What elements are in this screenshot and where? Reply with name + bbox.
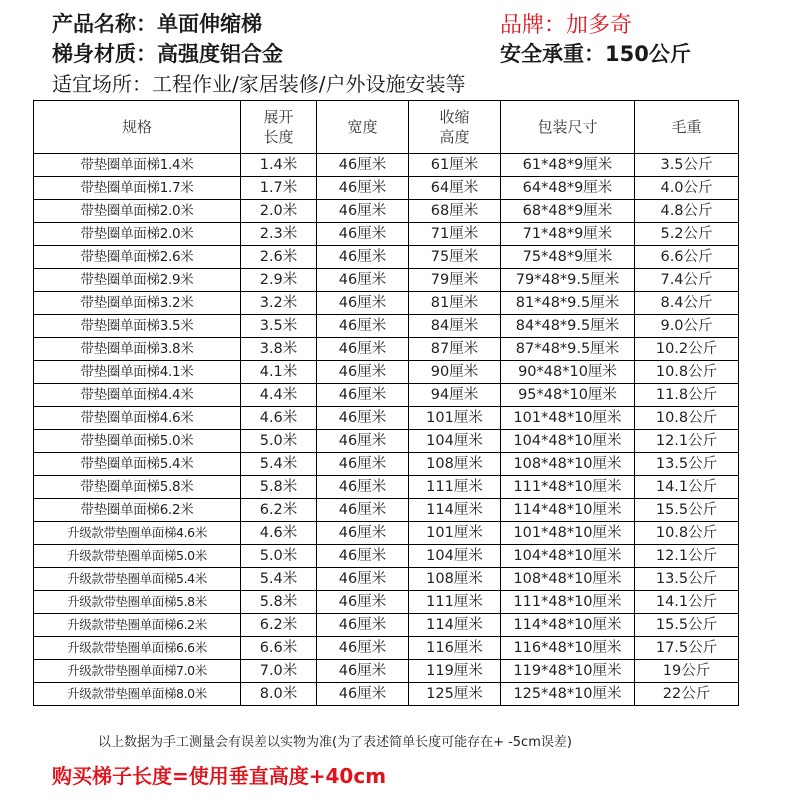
cell-retracted-height: 104厘米 bbox=[409, 545, 501, 568]
table-row bbox=[34, 614, 739, 637]
cell-width: 46厘米 bbox=[317, 476, 409, 499]
table-row bbox=[34, 591, 739, 614]
cell-gross-weight: 8.4公斤 bbox=[635, 292, 739, 315]
cell-expanded-length: 3.5米 bbox=[241, 315, 317, 338]
cell-retracted-height: 125厘米 bbox=[409, 683, 501, 706]
product-name-label: 产品名称：单面伸缩梯 bbox=[52, 12, 262, 36]
cell-gross-weight: 22公斤 bbox=[635, 683, 739, 706]
cell-expanded-length: 1.7米 bbox=[241, 177, 317, 200]
cell-expanded-length: 2.9米 bbox=[241, 269, 317, 292]
cell-expanded-length: 4.1米 bbox=[241, 361, 317, 384]
cell-expanded-length: 1.4米 bbox=[241, 154, 317, 177]
table-row bbox=[34, 522, 739, 545]
cell-gross-weight: 10.8公斤 bbox=[635, 522, 739, 545]
cell-expanded-length: 3.2米 bbox=[241, 292, 317, 315]
cell-package-size: 114*48*10厘米 bbox=[501, 614, 635, 637]
cell-retracted-height: 108厘米 bbox=[409, 453, 501, 476]
cell-package-size: 95*48*10厘米 bbox=[501, 384, 635, 407]
column-header-spec: 规格 bbox=[34, 101, 241, 154]
cell-retracted-height: 101厘米 bbox=[409, 522, 501, 545]
table-row bbox=[34, 200, 739, 223]
cell-width: 46厘米 bbox=[317, 522, 409, 545]
cell-spec: 升级款带垫圈单面梯7.0米 bbox=[34, 660, 241, 683]
cell-retracted-height: 71厘米 bbox=[409, 223, 501, 246]
cell-spec: 带垫圈单面梯2.6米 bbox=[34, 246, 241, 269]
cell-spec: 带垫圈单面梯5.4米 bbox=[34, 453, 241, 476]
cell-package-size: 84*48*9.5厘米 bbox=[501, 315, 635, 338]
table-row bbox=[34, 683, 739, 706]
cell-package-size: 108*48*10厘米 bbox=[501, 453, 635, 476]
cell-retracted-height: 114厘米 bbox=[409, 499, 501, 522]
cell-expanded-length: 5.4米 bbox=[241, 453, 317, 476]
cell-package-size: 81*48*9.5厘米 bbox=[501, 292, 635, 315]
cell-width: 46厘米 bbox=[317, 154, 409, 177]
material-label: 梯身材质：高强度铝合金 bbox=[52, 42, 283, 66]
cell-retracted-height: 94厘米 bbox=[409, 384, 501, 407]
table-header-row bbox=[34, 101, 739, 154]
cell-expanded-length: 4.4米 bbox=[241, 384, 317, 407]
cell-expanded-length: 3.8米 bbox=[241, 338, 317, 361]
cell-gross-weight: 11.8公斤 bbox=[635, 384, 739, 407]
cell-package-size: 75*48*9厘米 bbox=[501, 246, 635, 269]
cell-expanded-length: 6.6米 bbox=[241, 637, 317, 660]
cell-width: 46厘米 bbox=[317, 453, 409, 476]
cell-spec: 升级款带垫圈单面梯5.8米 bbox=[34, 591, 241, 614]
cell-retracted-height: 87厘米 bbox=[409, 338, 501, 361]
cell-expanded-length: 2.3米 bbox=[241, 223, 317, 246]
cell-width: 46厘米 bbox=[317, 407, 409, 430]
cell-width: 46厘米 bbox=[317, 200, 409, 223]
cell-gross-weight: 12.1公斤 bbox=[635, 430, 739, 453]
cell-package-size: 119*48*10厘米 bbox=[501, 660, 635, 683]
table-row bbox=[34, 660, 739, 683]
cell-package-size: 116*48*10厘米 bbox=[501, 637, 635, 660]
cell-width: 46厘米 bbox=[317, 637, 409, 660]
cell-width: 46厘米 bbox=[317, 177, 409, 200]
cell-gross-weight: 14.1公斤 bbox=[635, 476, 739, 499]
cell-retracted-height: 81厘米 bbox=[409, 292, 501, 315]
table-row bbox=[34, 269, 739, 292]
cell-retracted-height: 90厘米 bbox=[409, 361, 501, 384]
cell-expanded-length: 5.8米 bbox=[241, 591, 317, 614]
cell-gross-weight: 7.4公斤 bbox=[635, 269, 739, 292]
cell-gross-weight: 13.5公斤 bbox=[635, 453, 739, 476]
table-row bbox=[34, 223, 739, 246]
buy-length-tip: 购买梯子长度=使用垂直高度+40cm bbox=[52, 764, 387, 788]
table-row bbox=[34, 177, 739, 200]
cell-gross-weight: 19公斤 bbox=[635, 660, 739, 683]
cell-expanded-length: 6.2米 bbox=[241, 499, 317, 522]
cell-package-size: 68*48*9厘米 bbox=[501, 200, 635, 223]
cell-retracted-height: 116厘米 bbox=[409, 637, 501, 660]
cell-retracted-height: 111厘米 bbox=[409, 591, 501, 614]
cell-package-size: 104*48*10厘米 bbox=[501, 545, 635, 568]
cell-package-size: 101*48*10厘米 bbox=[501, 407, 635, 430]
cell-spec: 带垫圈单面梯1.4米 bbox=[34, 154, 241, 177]
cell-spec: 带垫圈单面梯3.5米 bbox=[34, 315, 241, 338]
cell-width: 46厘米 bbox=[317, 315, 409, 338]
cell-retracted-height: 104厘米 bbox=[409, 430, 501, 453]
cell-spec: 带垫圈单面梯3.2米 bbox=[34, 292, 241, 315]
cell-retracted-height: 108厘米 bbox=[409, 568, 501, 591]
cell-retracted-height: 111厘米 bbox=[409, 476, 501, 499]
table-row bbox=[34, 545, 739, 568]
cell-expanded-length: 8.0米 bbox=[241, 683, 317, 706]
column-header-width: 宽度 bbox=[317, 101, 409, 154]
cell-width: 46厘米 bbox=[317, 223, 409, 246]
table-row bbox=[34, 246, 739, 269]
cell-package-size: 90*48*10厘米 bbox=[501, 361, 635, 384]
column-header-retracted-height: 收缩 高度 bbox=[409, 101, 501, 154]
cell-expanded-length: 2.6米 bbox=[241, 246, 317, 269]
cell-gross-weight: 17.5公斤 bbox=[635, 637, 739, 660]
cell-retracted-height: 64厘米 bbox=[409, 177, 501, 200]
cell-expanded-length: 5.8米 bbox=[241, 476, 317, 499]
cell-gross-weight: 10.8公斤 bbox=[635, 361, 739, 384]
cell-spec: 带垫圈单面梯4.6米 bbox=[34, 407, 241, 430]
cell-package-size: 108*48*10厘米 bbox=[501, 568, 635, 591]
cell-width: 46厘米 bbox=[317, 338, 409, 361]
table-row bbox=[34, 384, 739, 407]
cell-width: 46厘米 bbox=[317, 361, 409, 384]
spec-table bbox=[33, 100, 739, 706]
cell-expanded-length: 4.6米 bbox=[241, 407, 317, 430]
cell-gross-weight: 10.8公斤 bbox=[635, 407, 739, 430]
cell-package-size: 111*48*10厘米 bbox=[501, 476, 635, 499]
cell-gross-weight: 12.1公斤 bbox=[635, 545, 739, 568]
column-header-expanded-length: 展开 长度 bbox=[241, 101, 317, 154]
cell-width: 46厘米 bbox=[317, 499, 409, 522]
cell-retracted-height: 114厘米 bbox=[409, 614, 501, 637]
cell-gross-weight: 14.1公斤 bbox=[635, 591, 739, 614]
cell-expanded-length: 7.0米 bbox=[241, 660, 317, 683]
cell-expanded-length: 5.0米 bbox=[241, 545, 317, 568]
cell-spec: 带垫圈单面梯2.0米 bbox=[34, 200, 241, 223]
cell-retracted-height: 101厘米 bbox=[409, 407, 501, 430]
cell-spec: 带垫圈单面梯2.0米 bbox=[34, 223, 241, 246]
column-header-gross-weight: 毛重 bbox=[635, 101, 739, 154]
cell-width: 46厘米 bbox=[317, 660, 409, 683]
cell-gross-weight: 5.2公斤 bbox=[635, 223, 739, 246]
table-row bbox=[34, 407, 739, 430]
cell-gross-weight: 9.0公斤 bbox=[635, 315, 739, 338]
cell-package-size: 71*48*9厘米 bbox=[501, 223, 635, 246]
cell-spec: 升级款带垫圈单面梯6.2米 bbox=[34, 614, 241, 637]
cell-package-size: 79*48*9.5厘米 bbox=[501, 269, 635, 292]
cell-width: 46厘米 bbox=[317, 292, 409, 315]
cell-expanded-length: 5.4米 bbox=[241, 568, 317, 591]
cell-width: 46厘米 bbox=[317, 683, 409, 706]
cell-retracted-height: 75厘米 bbox=[409, 246, 501, 269]
cell-expanded-length: 2.0米 bbox=[241, 200, 317, 223]
table-row bbox=[34, 315, 739, 338]
cell-spec: 升级款带垫圈单面梯4.6米 bbox=[34, 522, 241, 545]
cell-retracted-height: 61厘米 bbox=[409, 154, 501, 177]
cell-gross-weight: 15.5公斤 bbox=[635, 499, 739, 522]
table-row bbox=[34, 568, 739, 591]
usage-label: 适宜场所：工程作业/家居装修/户外设施安装等 bbox=[52, 72, 466, 96]
cell-spec: 带垫圈单面梯5.0米 bbox=[34, 430, 241, 453]
brand-label: 品牌：加多奇 bbox=[500, 13, 633, 38]
table-row bbox=[34, 338, 739, 361]
cell-package-size: 111*48*10厘米 bbox=[501, 591, 635, 614]
table-row bbox=[34, 499, 739, 522]
table-row bbox=[34, 637, 739, 660]
cell-spec: 带垫圈单面梯4.4米 bbox=[34, 384, 241, 407]
cell-gross-weight: 15.5公斤 bbox=[635, 614, 739, 637]
cell-spec: 带垫圈单面梯5.8米 bbox=[34, 476, 241, 499]
cell-retracted-height: 79厘米 bbox=[409, 269, 501, 292]
load-capacity-label: 安全承重：150公斤 bbox=[500, 42, 691, 66]
cell-width: 46厘米 bbox=[317, 430, 409, 453]
cell-package-size: 101*48*10厘米 bbox=[501, 522, 635, 545]
table-row bbox=[34, 292, 739, 315]
cell-width: 46厘米 bbox=[317, 591, 409, 614]
cell-package-size: 64*48*9厘米 bbox=[501, 177, 635, 200]
cell-gross-weight: 4.8公斤 bbox=[635, 200, 739, 223]
cell-spec: 带垫圈单面梯3.8米 bbox=[34, 338, 241, 361]
cell-spec: 升级款带垫圈单面梯8.0米 bbox=[34, 683, 241, 706]
cell-spec: 带垫圈单面梯1.7米 bbox=[34, 177, 241, 200]
table-row bbox=[34, 430, 739, 453]
cell-width: 46厘米 bbox=[317, 246, 409, 269]
cell-gross-weight: 10.2公斤 bbox=[635, 338, 739, 361]
cell-gross-weight: 6.6公斤 bbox=[635, 246, 739, 269]
cell-retracted-height: 84厘米 bbox=[409, 315, 501, 338]
measurement-note: 以上数据为手工测量会有误差以实物为准(为了表述简单长度可能存在+ -5cm误差) bbox=[98, 735, 572, 750]
table-row bbox=[34, 361, 739, 384]
cell-width: 46厘米 bbox=[317, 269, 409, 292]
column-header-package-size: 包装尺寸 bbox=[501, 101, 635, 154]
cell-width: 46厘米 bbox=[317, 614, 409, 637]
cell-spec: 升级款带垫圈单面梯5.0米 bbox=[34, 545, 241, 568]
cell-package-size: 104*48*10厘米 bbox=[501, 430, 635, 453]
cell-expanded-length: 6.2米 bbox=[241, 614, 317, 637]
table-row bbox=[34, 453, 739, 476]
cell-gross-weight: 4.0公斤 bbox=[635, 177, 739, 200]
cell-spec: 带垫圈单面梯2.9米 bbox=[34, 269, 241, 292]
table-body bbox=[34, 154, 739, 706]
cell-retracted-height: 119厘米 bbox=[409, 660, 501, 683]
cell-gross-weight: 13.5公斤 bbox=[635, 568, 739, 591]
cell-package-size: 114*48*10厘米 bbox=[501, 499, 635, 522]
table-row bbox=[34, 154, 739, 177]
cell-package-size: 61*48*9厘米 bbox=[501, 154, 635, 177]
cell-retracted-height: 68厘米 bbox=[409, 200, 501, 223]
cell-spec: 升级款带垫圈单面梯6.6米 bbox=[34, 637, 241, 660]
cell-expanded-length: 4.6米 bbox=[241, 522, 317, 545]
cell-width: 46厘米 bbox=[317, 384, 409, 407]
cell-width: 46厘米 bbox=[317, 568, 409, 591]
table-row bbox=[34, 476, 739, 499]
cell-spec: 带垫圈单面梯6.2米 bbox=[34, 499, 241, 522]
cell-width: 46厘米 bbox=[317, 545, 409, 568]
cell-expanded-length: 5.0米 bbox=[241, 430, 317, 453]
cell-spec: 升级款带垫圈单面梯5.4米 bbox=[34, 568, 241, 591]
cell-package-size: 125*48*10厘米 bbox=[501, 683, 635, 706]
cell-package-size: 87*48*9.5厘米 bbox=[501, 338, 635, 361]
cell-gross-weight: 3.5公斤 bbox=[635, 154, 739, 177]
cell-spec: 带垫圈单面梯4.1米 bbox=[34, 361, 241, 384]
